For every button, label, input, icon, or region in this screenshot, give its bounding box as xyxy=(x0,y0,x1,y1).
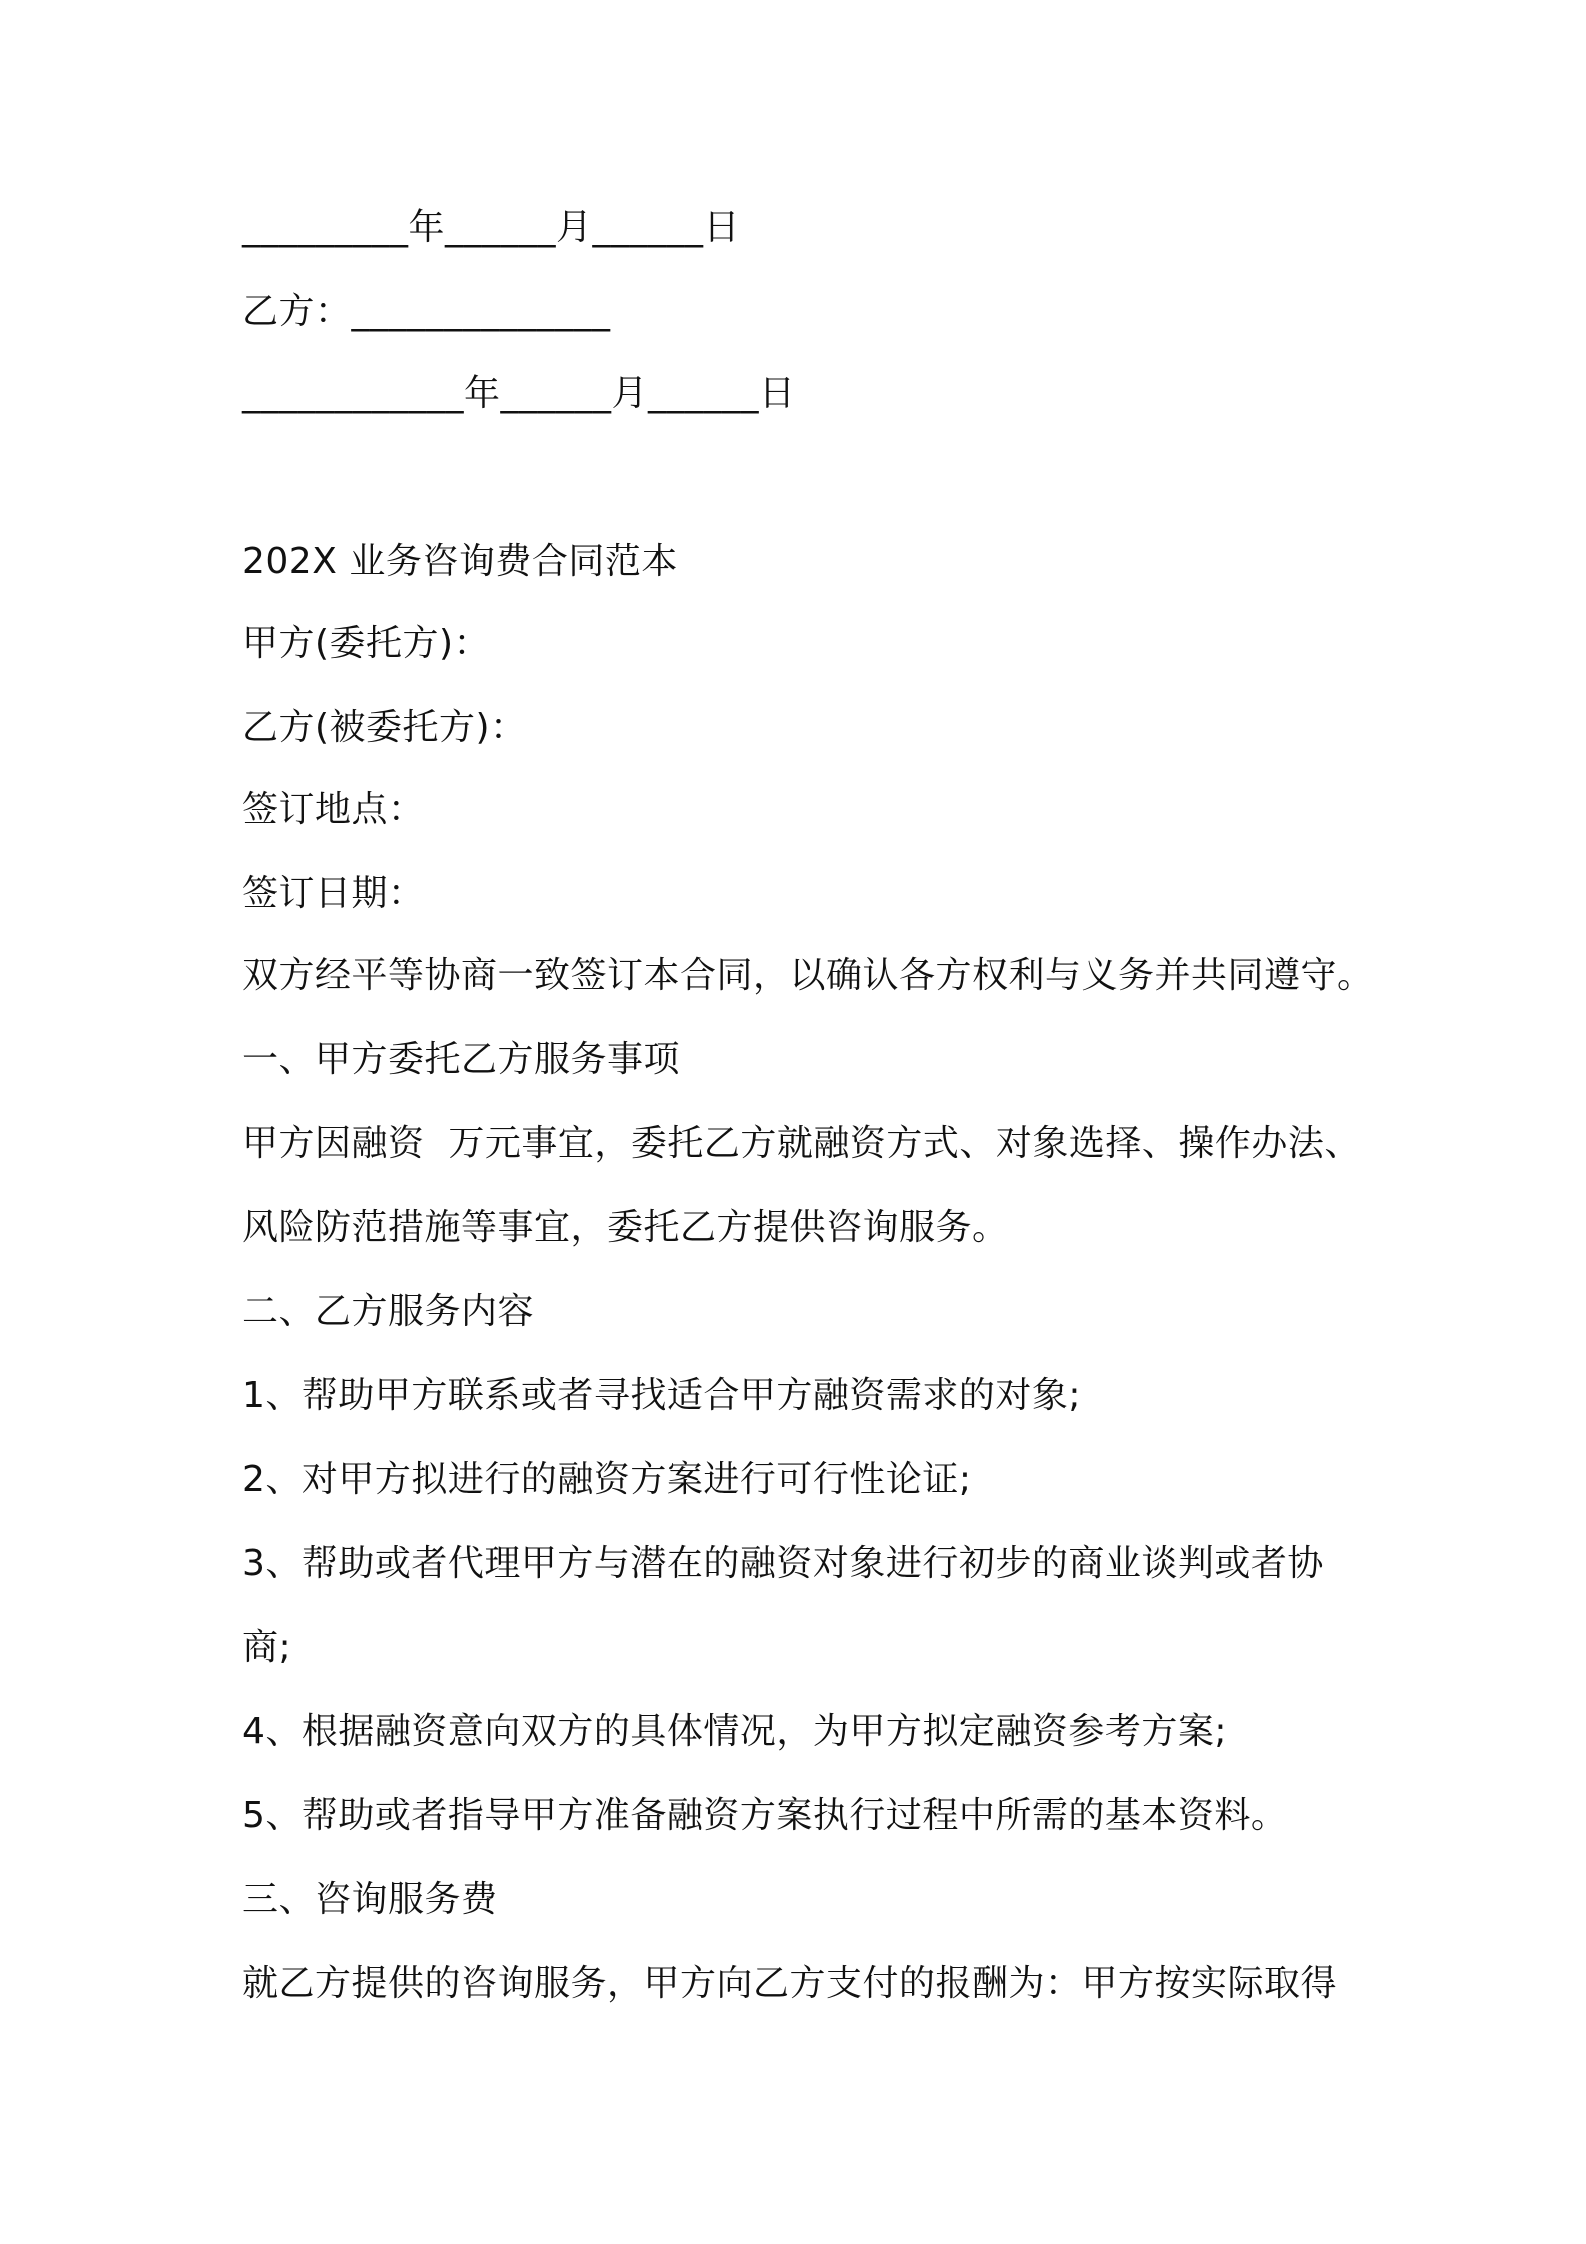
section-3-heading: 三、咨询服务费 xyxy=(242,1879,498,1920)
date-line-b: ____________年______月______日 xyxy=(242,373,796,414)
service-item-3: 3、帮助或者代理甲方与潜在的融资对象进行初步的商业谈判或者协 xyxy=(242,1543,1324,1584)
service-item-1: 1、帮助甲方联系或者寻找适合甲方融资需求的对象; xyxy=(242,1375,1082,1416)
section-1-text-1: 甲方因融资 万元事宜，委托乙方就融资方式、对象选择、操作办法、 xyxy=(242,1123,1361,1164)
date-line-a: _________年______月______日 xyxy=(242,207,740,248)
section-1-heading: 一、甲方委托乙方服务事项 xyxy=(242,1039,681,1080)
signing-date: 签订日期： xyxy=(242,873,425,914)
service-item-4: 4、根据融资意向双方的具体情况，为甲方拟定融资参考方案; xyxy=(242,1711,1228,1752)
section-2-heading: 二、乙方服务内容 xyxy=(242,1291,535,1332)
service-item-5: 5、帮助或者指导甲方准备融资方案执行过程中所需的基本资料。 xyxy=(242,1795,1288,1836)
signing-place: 签订地点： xyxy=(242,789,425,830)
party-a-line: 甲方(委托方)： xyxy=(242,623,491,664)
contract-title: 202X 业务咨询费合同范本 xyxy=(242,541,678,582)
section-1-text-2: 风险防范措施等事宜，委托乙方提供咨询服务。 xyxy=(242,1207,1009,1248)
service-item-2: 2、对甲方拟进行的融资方案进行可行性论证; xyxy=(242,1459,972,1500)
party-b-signature: 乙方：______________ xyxy=(242,291,611,332)
preamble: 双方经平等协商一致签订本合同，以确认各方权利与义务并共同遵守。 xyxy=(242,955,1374,996)
party-b-line: 乙方(被委托方)： xyxy=(242,707,527,748)
service-item-3-cont: 商; xyxy=(242,1627,292,1668)
section-3-text-1: 就乙方提供的咨询服务，甲方向乙方支付的报酬为：甲方按实际取得 xyxy=(242,1963,1338,2004)
